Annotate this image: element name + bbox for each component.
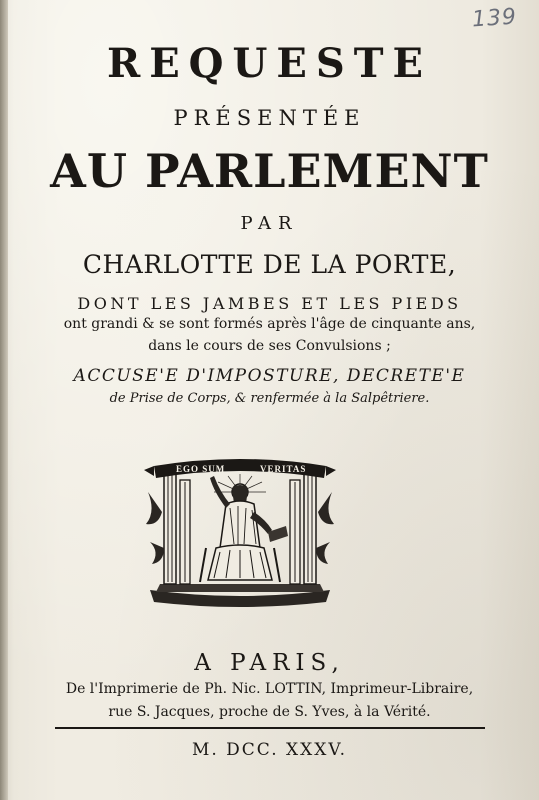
subtitle-line-4: ACCUSE'E D'IMPOSTURE, DECRETE'E (73, 366, 466, 386)
subtitle-line-2: ont grandi & se sont formés après l'âge de cinquante ans, (63, 316, 476, 332)
horizontal-rule (55, 727, 485, 729)
printers-device-vignette (140, 452, 340, 612)
title-presentee: PRÉSENTÉE (173, 106, 366, 130)
subtitle-line-5: de Prise de Corps, & renfermée à la Salpêtriere. (109, 391, 430, 406)
subtitle-line-3: dans le cours de ses Convulsions ; (148, 338, 391, 354)
author-name: CHARLOTTE DE LA PORTE, (82, 250, 457, 279)
title-par: PAR (240, 213, 299, 234)
title-requeste: REQUESTE (106, 40, 433, 87)
shelf-number-annotation: 139 (471, 4, 518, 33)
subtitle-line-1: DONT LES JAMBES ET LES PIEDS (77, 294, 462, 313)
imprint-city: A PARIS, (194, 650, 345, 676)
imprint-printer-line-2: rue S. Jacques, proche de S. Yves, à la Vérité. (108, 704, 431, 720)
banner-text-right: VERITAS (260, 464, 307, 474)
banner-text-left: EGO SUM (176, 464, 226, 474)
imprint-printer-line-1: De l'Imprimerie de Ph. Nic. LOTTIN, Imprimeur-Libraire, (65, 681, 474, 697)
vignette-engraving (140, 452, 340, 612)
title-au-parlement: AU PARLEMENT (50, 144, 489, 198)
imprint-year: M. DCC. XXXV. (191, 740, 348, 760)
